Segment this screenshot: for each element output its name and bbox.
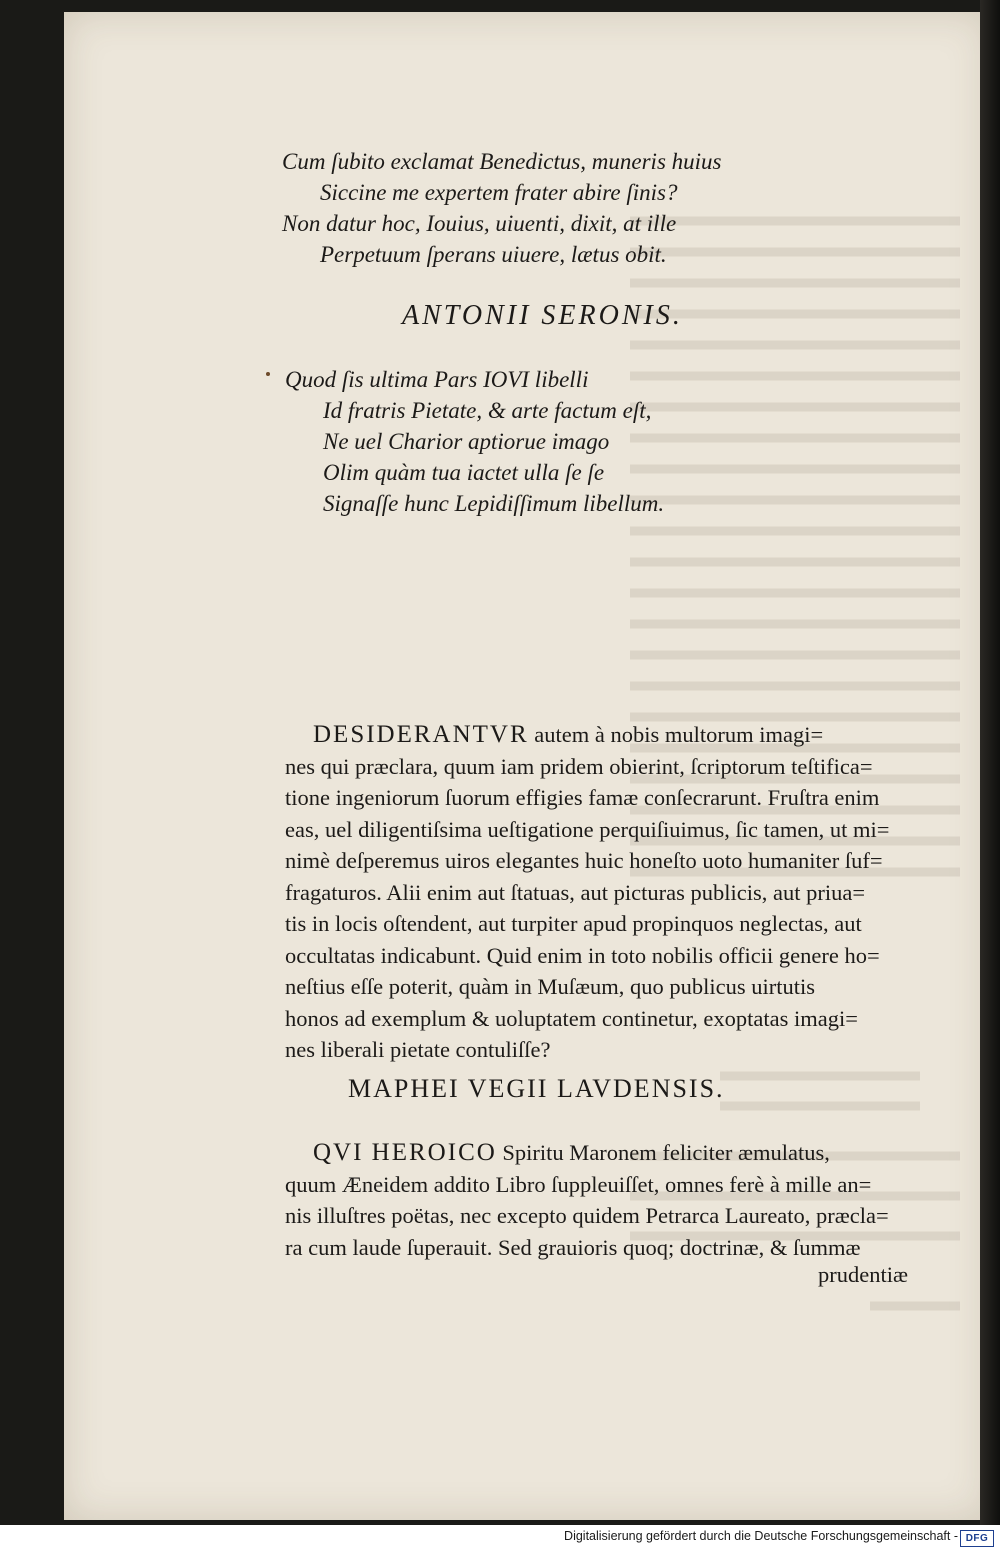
verse-line: Signaſſe hunc Lepidiſſimum libellum. [323, 491, 665, 516]
prose-line [285, 719, 937, 751]
verse-line: Ne uel Charior aptiorue imago [323, 429, 610, 454]
ink-dot [266, 372, 270, 376]
prose-line: quum Æneidem addito Libro ſuppleuiſſet, omnes ferè à mille an= [285, 1171, 872, 1197]
prose-line-text: Spiritu Maronem feliciter æmulatus, [502, 1140, 830, 1165]
heading-seronis: ANTONII SERONIS. [402, 300, 683, 331]
paragraph-lead: QVI HEROICO [313, 1139, 497, 1166]
prose-line: nes qui præclara, quum iam pridem obierint, ſcriptorum teſtifica= [285, 753, 873, 779]
footer-credit: Digitalisierung gefördert durch die Deutsche Forschungsgemeinschaft - [564, 1529, 958, 1543]
verse-line: Siccine me expertem frater abire ſinis? [320, 180, 678, 205]
catchword: prudentiæ [818, 1262, 908, 1287]
prose-line-text: autem à nobis multorum imagi= [534, 722, 824, 747]
verse-line: Non datur hoc, Iouius, uiuenti, dixit, at ille [282, 211, 677, 236]
heading-vegius: MAPHEI VEGII LAVDENSIS. [348, 1074, 725, 1103]
verse-line: Quod ſis ultima Pars IOVI libelli [285, 367, 589, 392]
desiderantur-paragraph [285, 719, 937, 1066]
prose-line: honos ad exemplum & uoluptatem continetur, exoptatas imagi= [285, 1005, 858, 1031]
verse-line: Cum ſubito exclamat Benedictus, muneris huius [282, 149, 722, 174]
prose-line: neſtius eſſe poterit, quàm in Muſæum, quo publicus uirtutis [285, 974, 815, 999]
prose-line: nes liberali pietate contuliſſe? [285, 1037, 551, 1062]
prose-line: tione ingeniorum ſuorum effigies famæ conſecrarunt. Fruſtra enim [285, 785, 880, 810]
verse-seronis [285, 364, 664, 519]
prose-line: occultatas indicabunt. Quid enim in toto nobilis officii genere ho= [285, 942, 880, 968]
prose-line: fragaturos. Alii enim aut ſtatuas, aut picturas publicis, aut priua= [285, 879, 866, 905]
vegius-paragraph [285, 1137, 937, 1263]
verse-line: Id fratris Pietate, & arte factum eſt, [323, 398, 652, 423]
paragraph-lead: DESIDERANTVR [313, 721, 529, 748]
verse-line: Perpetuum ſperans uiuere, lætus obit. [320, 242, 667, 267]
prose-line: eas, uel diligentiſsima ueſtigatione perquiſiuimus, ſic tamen, ut mi= [285, 816, 890, 842]
footer-bar [0, 1525, 1000, 1551]
prose-line: ra cum laude ſuperauit. Sed grauioris quoq; doctrinæ, & ſummæ [285, 1234, 861, 1260]
dfg-logo-icon[interactable]: DFG [960, 1530, 994, 1547]
prose-line: tis in locis oſtendent, aut turpiter apud propinquos neglectas, aut [285, 911, 862, 936]
prose-line: nis illuſtres poëtas, nec excepto quidem Petrarca Laureato, præcla= [285, 1203, 889, 1228]
page-edge-shadow [980, 0, 1000, 1525]
verse-benedictus [282, 146, 722, 270]
prose-line [285, 1137, 937, 1169]
verse-line: Olim quàm tua iactet ulla ſe ſe [323, 460, 605, 485]
prose-line: nimè deſperemus uiros elegantes huic honeſto uoto humaniter ſuf= [285, 848, 883, 873]
